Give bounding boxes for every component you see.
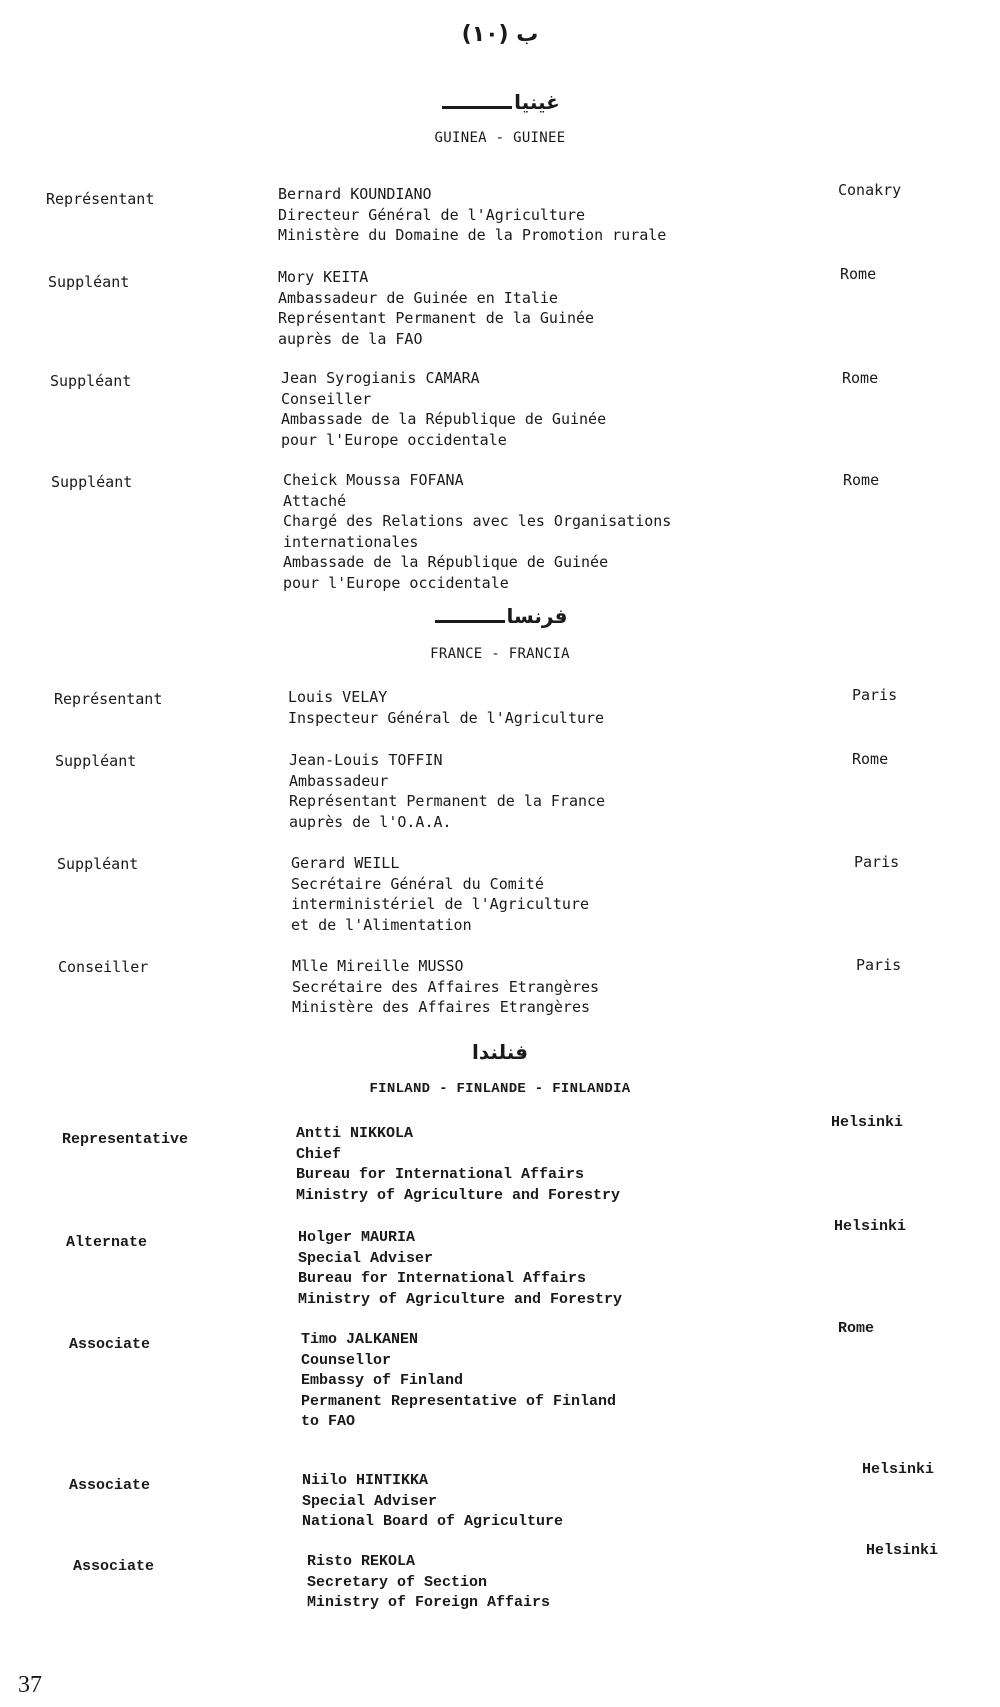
delegate-line: Chief	[296, 1145, 342, 1163]
delegate-line: National Board of Agriculture	[302, 1513, 564, 1530]
delegate-name: Gerard WEILL	[291, 854, 400, 872]
delegate-entry	[298, 1228, 622, 1310]
role-label: Alternate	[66, 1234, 148, 1251]
country-arabic-guinea-text: غينيا	[514, 90, 560, 114]
delegate-line: Counsellor	[301, 1351, 392, 1369]
delegate-line: Représentant Permanent de la Guinée	[278, 309, 595, 327]
delegate-name: Holger MAURIA	[298, 1229, 416, 1246]
delegate-city: Paris	[856, 956, 902, 974]
country-title-france: FRANCE - FRANCIA	[430, 646, 570, 662]
delegate-entry	[301, 1330, 616, 1433]
delegate-city: Paris	[852, 686, 898, 704]
delegate-line: Ambassade de la République de Guinée	[281, 410, 607, 428]
delegate-city: Helsinki	[862, 1461, 935, 1478]
delegate-line: Ministry of Agriculture and Forestry	[296, 1186, 621, 1204]
delegate-line: Secretary of Section	[307, 1573, 488, 1591]
delegate-line: interministériel de l'Agriculture	[291, 895, 590, 913]
delegate-line: et de l'Alimentation	[291, 915, 472, 934]
delegate-name: Mory KEITA	[278, 268, 369, 286]
delegate-line: Secrétaire Général du Comité	[291, 874, 544, 893]
delegate-line: to FAO	[301, 1413, 356, 1430]
delegate-city: Conakry	[838, 181, 902, 199]
page-number: 37	[18, 1672, 42, 1698]
delegate-line: Ministry of Foreign Affairs	[307, 1594, 551, 1611]
delegate-name: Risto REKOLA	[307, 1553, 416, 1570]
page-header-arabic: ب (١٠)	[461, 22, 539, 47]
delegate-name: Mlle Mireille MUSSO	[292, 957, 464, 975]
delegate-line: Special Adviser	[302, 1492, 438, 1510]
delegate-line: Directeur Général de l'Agriculture	[278, 205, 586, 224]
role-label: Suppléant	[48, 273, 130, 291]
country-arabic-finland-text: فنلندا	[472, 1040, 528, 1064]
delegate-entry	[307, 1552, 550, 1614]
delegate-city: Rome	[852, 750, 889, 768]
delegate-name: Jean-Louis TOFFIN	[289, 751, 443, 769]
delegate-line: pour l'Europe occidentale	[283, 573, 509, 592]
delegate-line: Ambassade de la République de Guinée	[283, 553, 609, 571]
role-label: Suppléant	[57, 855, 139, 873]
delegate-entry	[296, 1124, 620, 1206]
country-arabic-france	[0, 604, 1000, 628]
delegate-entry	[281, 368, 606, 450]
delegate-name: Jean Syrogianis CAMARA	[281, 369, 480, 387]
role-label: Suppléant	[50, 372, 132, 390]
delegate-entry	[292, 956, 599, 1018]
delegate-line: Inspecteur Général de l'Agriculture	[288, 708, 605, 727]
delegate-city: Helsinki	[866, 1542, 939, 1559]
delegate-line: Conseiller	[281, 389, 372, 408]
delegate-line: Secrétaire des Affaires Etrangères	[292, 977, 600, 996]
delegate-line: internationales	[283, 532, 419, 551]
delegate-line: Chargé des Relations avec les Organisations	[283, 512, 672, 530]
delegate-entry	[291, 853, 589, 935]
role-label: Suppléant	[55, 752, 137, 770]
delegate-name: Cheick Moussa FOFANA	[283, 471, 464, 489]
delegate-city: Paris	[854, 853, 900, 871]
country-arabic-guinea	[0, 90, 1000, 114]
delegate-entry	[302, 1471, 563, 1533]
delegate-line: auprès de la FAO	[278, 329, 423, 348]
delegate-city: Rome	[843, 471, 880, 489]
role-label: Associate	[73, 1558, 155, 1575]
role-label: Associate	[69, 1477, 151, 1494]
role-label: Representative	[62, 1131, 189, 1148]
delegate-name: Antti NIKKOLA	[296, 1125, 414, 1142]
delegate-line: Représentant Permanent de la France	[289, 792, 606, 810]
delegate-line: auprès de l'O.A.A.	[289, 812, 452, 831]
delegate-line: pour l'Europe occidentale	[281, 430, 507, 449]
delegate-city: Helsinki	[834, 1218, 907, 1235]
country-arabic-france-text: فرنسا	[506, 604, 568, 628]
role-label: Associate	[69, 1336, 151, 1353]
delegate-line: Ambassadeur	[289, 771, 389, 790]
delegate-entry	[283, 470, 671, 593]
role-label: Représentant	[54, 690, 163, 708]
delegate-line: Attaché	[283, 491, 347, 510]
delegate-city: Rome	[838, 1320, 875, 1337]
country-title-finland: FINLAND - FINLANDE - FINLANDIA	[369, 1081, 631, 1097]
delegate-line: Permanent Representative of Finland	[301, 1392, 617, 1410]
delegate-name: Bernard KOUNDIANO	[278, 185, 432, 203]
delegate-line: Special Adviser	[298, 1249, 434, 1267]
country-title-guinea: GUINEA - GUINEE	[434, 130, 566, 146]
delegate-city: Rome	[840, 265, 877, 283]
role-label: Suppléant	[51, 473, 133, 491]
delegate-name: Niilo HINTIKKA	[302, 1472, 429, 1489]
delegate-entry	[289, 750, 605, 832]
delegate-line: Bureau for International Affairs	[296, 1166, 585, 1183]
delegate-name: Timo JALKANEN	[301, 1331, 419, 1348]
role-label: Conseiller	[58, 958, 149, 976]
delegate-line: Ministry of Agriculture and Forestry	[298, 1290, 623, 1308]
delegate-line: Embassy of Finland	[301, 1372, 464, 1389]
delegate-entry	[278, 267, 594, 349]
country-arabic-finland	[0, 1040, 1000, 1064]
delegate-entry	[278, 184, 666, 246]
role-label: Représentant	[46, 190, 155, 208]
delegate-line: Ministère du Domaine de la Promotion rurale	[278, 226, 667, 244]
delegate-line: Bureau for International Affairs	[298, 1270, 587, 1287]
delegate-city: Helsinki	[831, 1114, 904, 1131]
delegate-line: Ambassadeur de Guinée en Italie	[278, 288, 558, 307]
delegate-entry	[288, 687, 604, 728]
delegate-city: Rome	[842, 369, 879, 387]
delegate-line: Ministère des Affaires Etrangères	[292, 998, 591, 1016]
delegate-name: Louis VELAY	[288, 688, 388, 706]
